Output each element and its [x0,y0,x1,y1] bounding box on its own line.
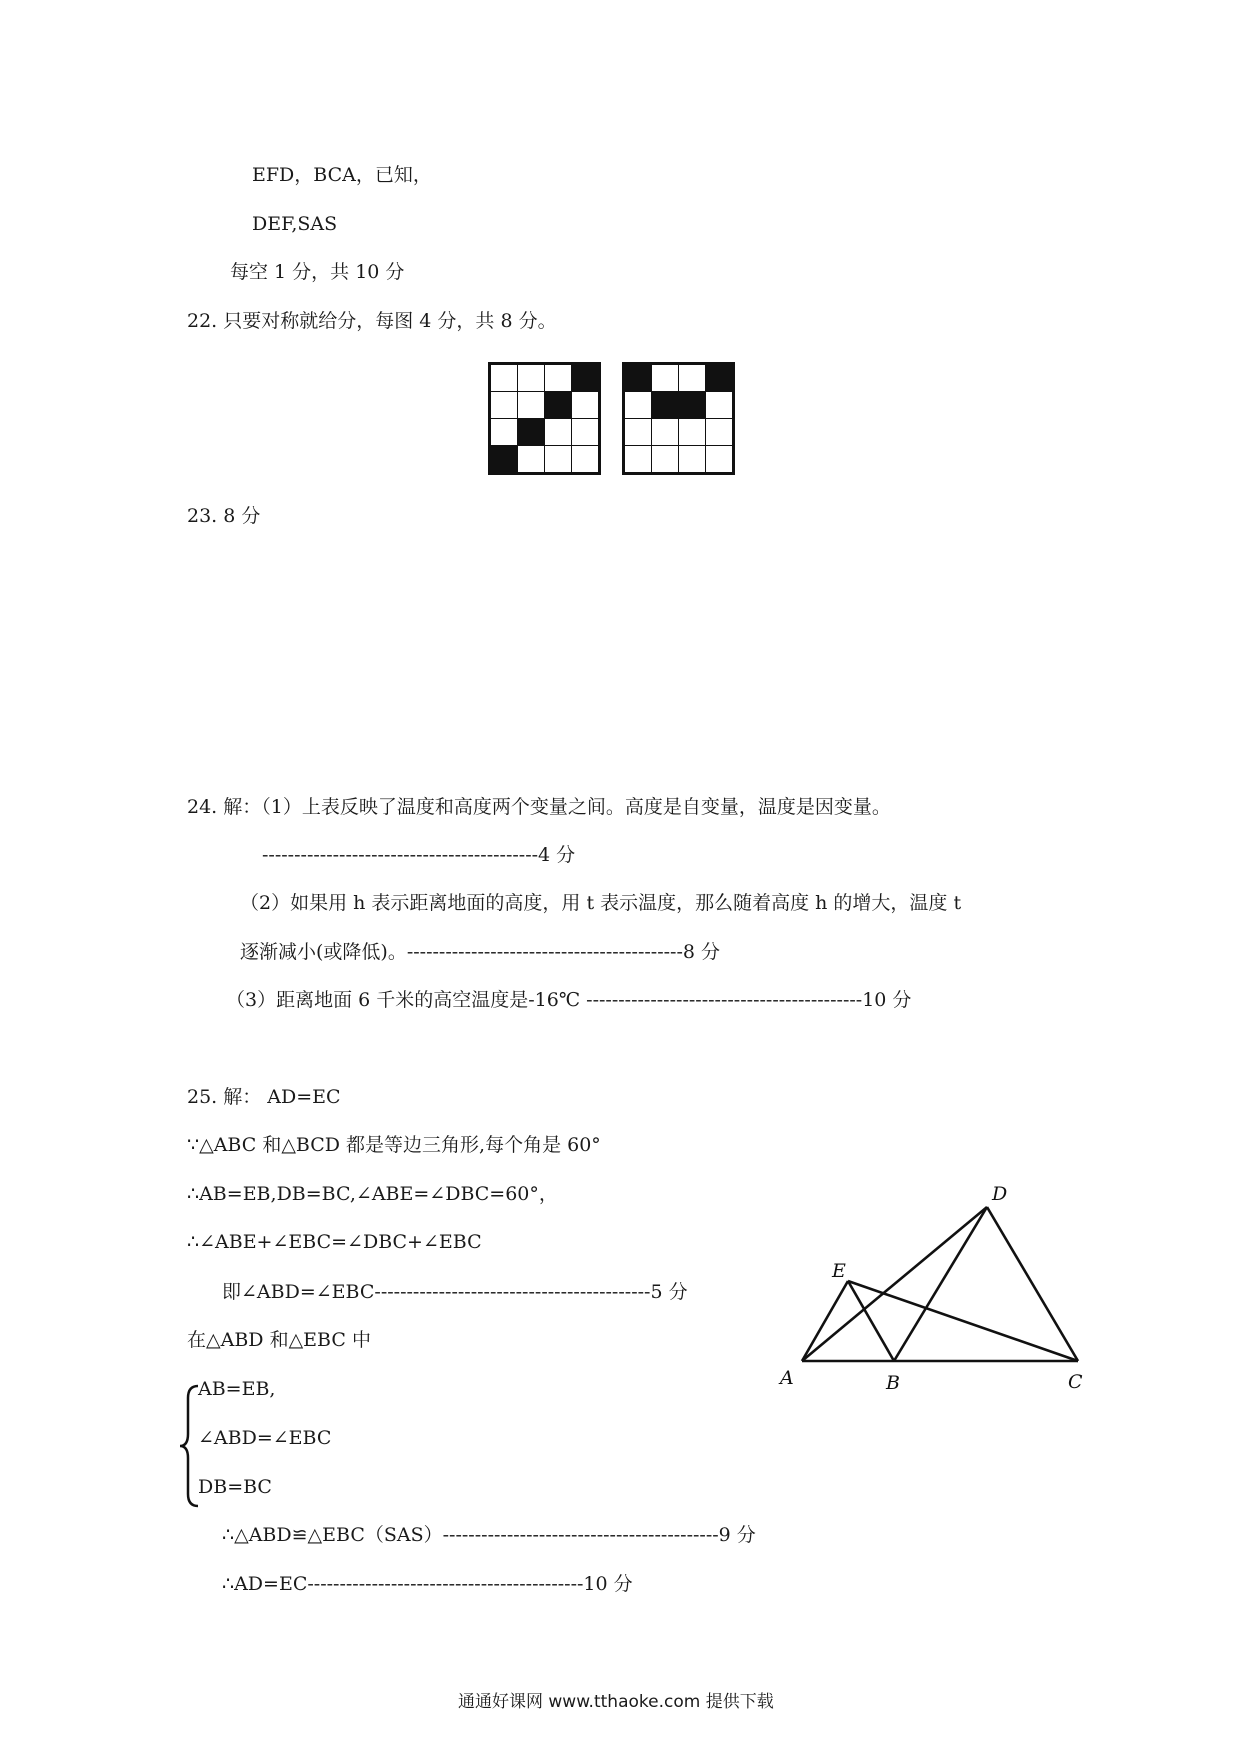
grid-cell-empty [490,364,518,392]
grid-cell-empty [518,392,545,419]
grid-cell-empty [706,419,734,446]
grid-cell-empty [518,364,545,392]
brace-line-3: DB=BC [198,1476,272,1498]
grid-cell-empty [572,446,600,474]
grid-cell-filled [652,392,679,419]
proof-step-6: ∴△ABD≌△EBC（SAS）-------------------------------------------9 分 [222,1524,756,1546]
grid-cell-empty [652,364,679,392]
label-C: C [1068,1371,1083,1393]
question-24-part1: 24. 解：（1）上表反映了温度和高度两个变量之间。高度是自变量，温度是因变量。 [187,796,891,818]
question-25: 25. 解： AD=EC [187,1086,341,1108]
grid-cell-empty [624,419,652,446]
footer-text: 通通好课网 www.tthaoke.com 提供下载 [458,1692,774,1712]
answer-line-2: DEF,SAS [252,213,338,235]
grid-cell-empty [652,446,679,474]
grid-cell-empty [624,392,652,419]
label-B: B [886,1372,900,1394]
grid-cell-filled [624,364,652,392]
segment-DC [987,1207,1078,1361]
brace-line-1: AB=EB, [198,1378,276,1400]
proof-step-4: 即∠ABD=∠EBC-------------------------------------------5 分 [222,1281,688,1303]
grid-cell-filled [572,364,600,392]
grid-cell-empty [490,419,518,446]
question-22: 22. 只要对称就给分，每图 4 分，共 8 分。 [187,310,557,332]
segment-AD [802,1207,987,1361]
symmetry-grid-right [622,362,735,475]
proof-step-1: ∵△ABC 和△BCD 都是等边三角形,每个角是 60° [187,1134,601,1156]
grid-cell-empty [490,392,518,419]
grid-cell-empty [652,419,679,446]
grid-cell-filled [706,364,734,392]
grid-cell-empty [706,446,734,474]
label-D: D [992,1183,1008,1205]
grid-cell-filled [679,392,706,419]
grid-cell-empty [518,446,545,474]
grid-cell-empty [679,446,706,474]
question-24-part2b: 逐渐减小(或降低)。-------------------------------------------8 分 [240,941,721,963]
proof-step-5: 在△ABD 和△EBC 中 [187,1329,371,1351]
question-24-part3: （3）距离地面 6 千米的高空温度是-16℃ -------------------------------------------10 分 [226,989,912,1011]
answer-line-3: 每空 1 分，共 10 分 [230,261,405,283]
segment-AE [802,1281,848,1361]
segment-EB [848,1281,894,1361]
question-24-part2a: （2）如果用 h 表示距离地面的高度，用 t 表示温度，那么随着高度 h 的增大，温度 t [240,892,962,914]
grid-cell-empty [706,392,734,419]
question-24-part1-score: -------------------------------------------4 分 [262,844,576,866]
grid-cell-empty [545,419,572,446]
label-A: A [780,1367,794,1389]
grid-cell-empty [572,419,600,446]
grid-cell-filled [490,446,518,474]
label-E: E [832,1260,846,1282]
grid-cell-empty [679,364,706,392]
triangle-figure [770,1175,1110,1400]
proof-step-3: ∴∠ABE+∠EBC=∠DBC+∠EBC [187,1231,482,1253]
proof-step-7: ∴AD=EC-------------------------------------------10 分 [222,1573,633,1595]
proof-step-2: ∴AB=EB,DB=BC,∠ABE=∠DBC=60°， [187,1183,558,1205]
grid-cell-filled [545,392,572,419]
question-23: 23. 8 分 [187,505,261,527]
segment-EC [848,1281,1078,1361]
grid-cell-empty [679,419,706,446]
segment-BD [894,1207,987,1361]
grid-cell-empty [624,446,652,474]
grid-cell-filled [518,419,545,446]
grid-cell-empty [572,392,600,419]
grid-cell-empty [545,364,572,392]
brace-line-2: ∠ABD=∠EBC [198,1427,332,1449]
grid-cell-empty [545,446,572,474]
symmetry-grid-left [488,362,601,475]
answer-line-1: EFD，BCA，已知， [252,164,432,186]
